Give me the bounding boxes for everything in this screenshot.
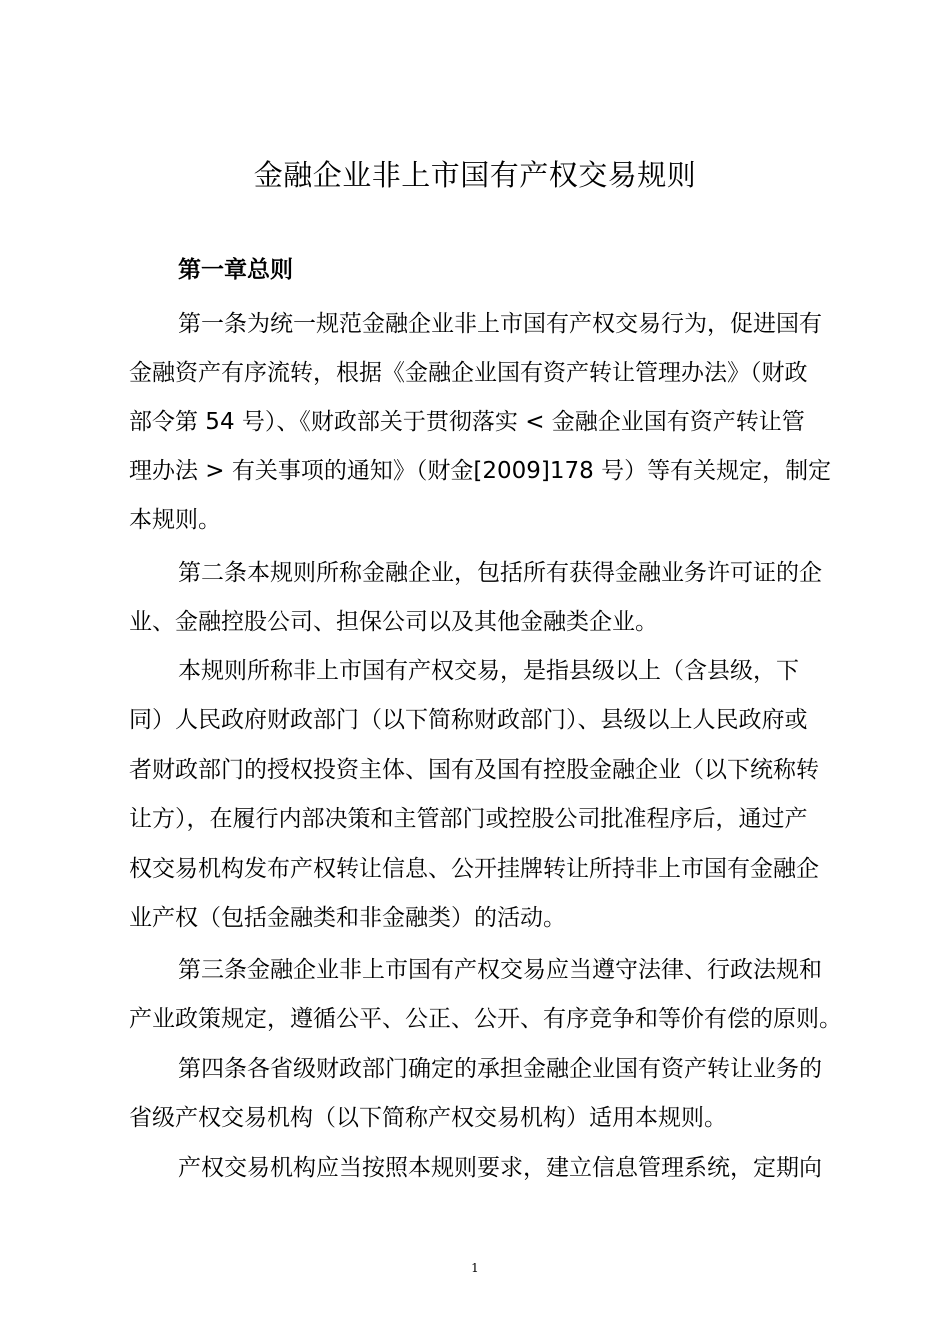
text-line: 让方），在履行内部决策和主管部门或控股公司批准程序后，通过产 bbox=[129, 806, 808, 832]
text-line: 第四条各省级财政部门确定的承担金融企业国有资产转让业务的 bbox=[178, 1056, 822, 1082]
text-line: 业产权（包括金融类和非金融类）的活动。 bbox=[129, 905, 566, 931]
text-line: 省级产权交易机构（以下简称产权交易机构）适用本规则。 bbox=[129, 1105, 727, 1131]
document-title: 金融企业非上市国有产权交易规则 bbox=[253, 158, 697, 192]
text-line: 者财政部门的授权投资主体、国有及国有控股金融企业（以下统称转 bbox=[129, 757, 819, 783]
text-line: 产业政策规定，遵循公平、公正、公开、有序竞争和等价有偿的原则。 bbox=[129, 1006, 842, 1032]
text-line: 业、金融控股公司、担保公司以及其他金融类企业。 bbox=[129, 609, 658, 635]
page-number: 1 bbox=[471, 1261, 479, 1275]
text-line: 理办法 > 有关事项的通知》（财金[2009]178 号）等有关规定，制定 bbox=[129, 458, 832, 484]
text-line: 第一条为统一规范金融企业非上市国有产权交易行为，促进国有 bbox=[178, 311, 822, 337]
text-line: 第二条本规则所称金融企业，包括所有获得金融业务许可证的企 bbox=[178, 560, 822, 586]
text-line: 同）人民政府财政部门（以下简称财政部门）、县级以上人民政府或 bbox=[129, 707, 808, 733]
text-line: 权交易机构发布产权转让信息、公开挂牌转让所持非上市国有金融企 bbox=[129, 856, 819, 882]
text-line: 本规则所称非上市国有产权交易，是指县级以上（含县级，下 bbox=[178, 658, 799, 684]
text-line: 产权交易机构应当按照本规则要求，建立信息管理系统，定期向 bbox=[178, 1155, 822, 1181]
chapter-heading: 第一章总则 bbox=[178, 257, 293, 283]
text-line: 本规则。 bbox=[129, 507, 221, 533]
text-line: 金融资产有序流转，根据《金融企业国有资产转让管理办法》（财政 bbox=[129, 360, 808, 386]
text-line: 第三条金融企业非上市国有产权交易应当遵守法律、行政法规和 bbox=[178, 957, 822, 983]
text-line: 部令第 54 号）、《财政部关于贯彻落实 < 金融企业国有资产转让管 bbox=[129, 409, 805, 435]
